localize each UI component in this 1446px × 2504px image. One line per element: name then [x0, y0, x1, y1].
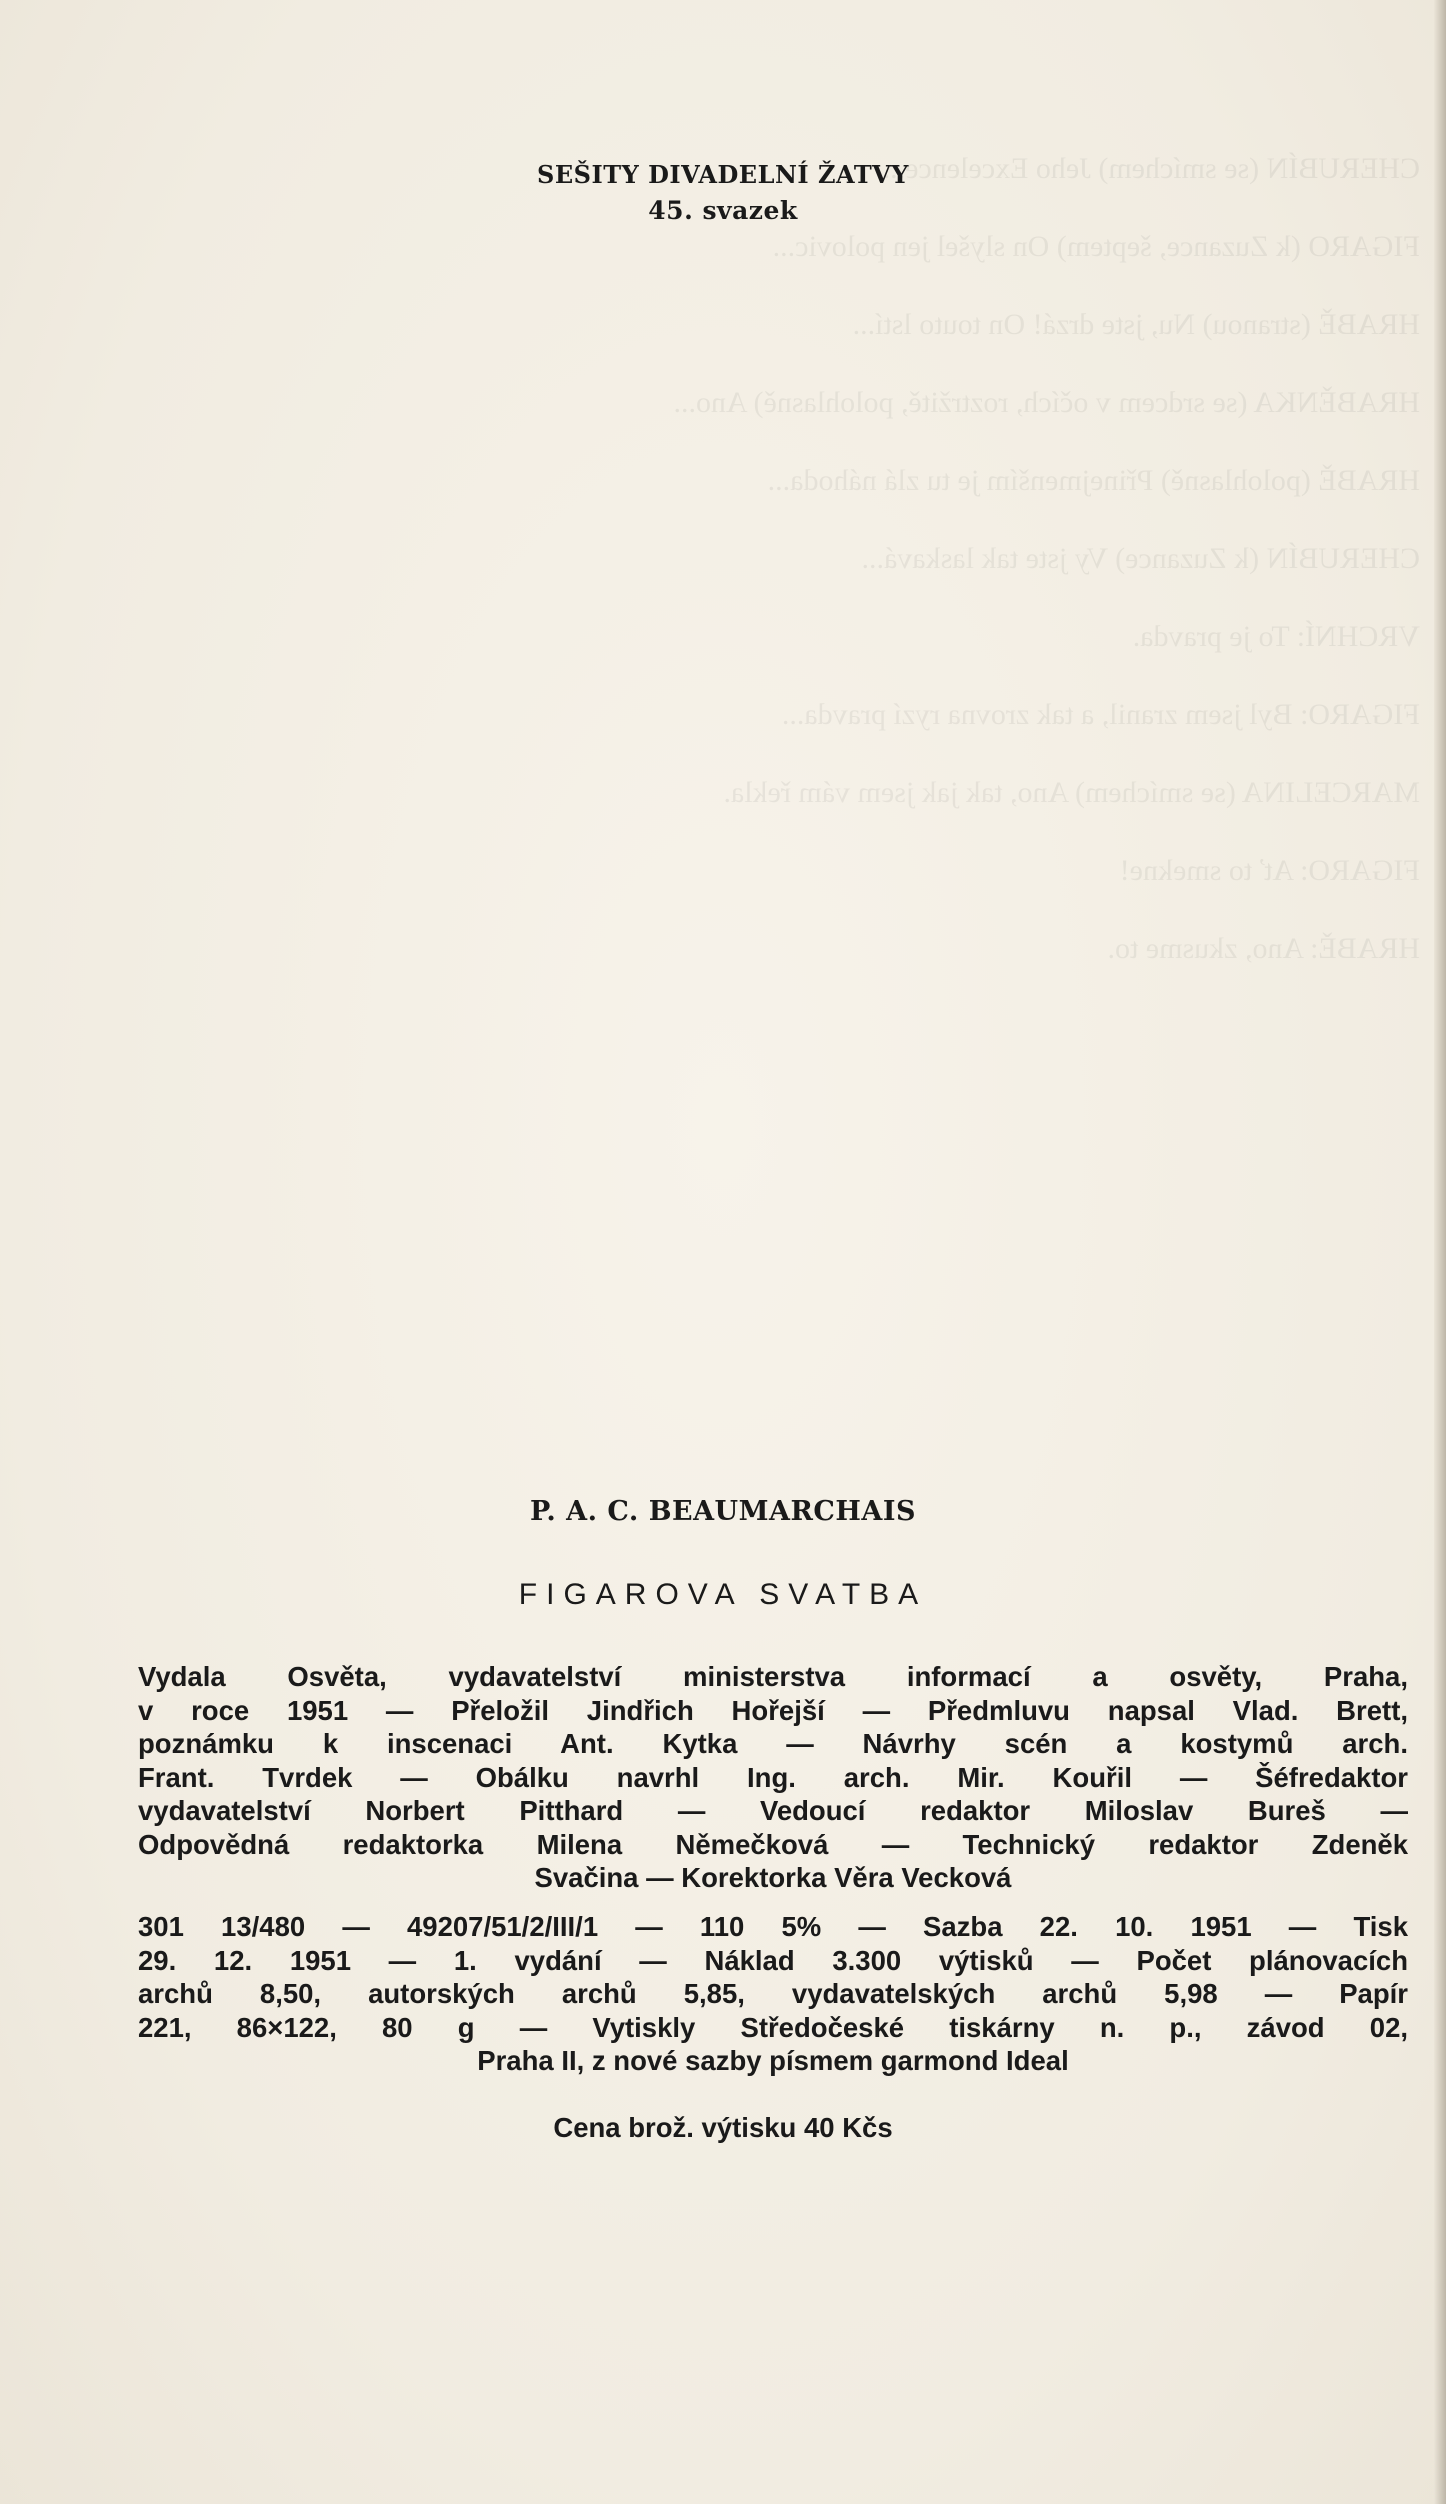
imprint-line: v roce 1951 — Přeložil Jindřich Hořejší — Předmluvu napsal Vlad. Brett,	[138, 1694, 1408, 1726]
series-volume: 45. svazek	[648, 196, 798, 225]
imprint-credits	[138, 1660, 1408, 1895]
imprint-line: 301 13/480 — 49207/51/2/III/1 — 110 5% — Sazba 22. 10. 1951 — Tisk	[138, 1911, 1408, 1942]
price-line: Cena brož. výtisku 40 Kčs	[553, 2112, 893, 2143]
imprint-line: Vydala Osvěta, vydavatelství ministerstva informací a osvěty, Praha,	[138, 1661, 1408, 1692]
imprint-line: archů 8,50, autorských archů 5,85, vydavatelských archů 5,98 — Papír	[138, 1978, 1408, 2009]
imprint-line: Odpovědná redaktorka Milena Němečková — Technický redaktor Zdeněk	[138, 1828, 1408, 1860]
imprint-line: 29. 12. 1951 — 1. vydání — Náklad 3.300 výtisků — Počet plánovacích	[138, 1944, 1408, 1976]
imprint-line: poznámku k inscenaci Ant. Kytka — Návrhy scén a kostymů arch.	[138, 1728, 1408, 1759]
show-through-text: CHERUBÍN (se smíchem) Jeho Excelence... FIGARO (k Zuzance, šeptem) On slyšel jen polovic... HRABĚ (stranou) Nu, jste drzá! On touto lstí... HRABĚNKA (se srdcem v očích, roztržitě, polohlasně) Ano... HRABĚ (polohlasně) Přinejmenším je tu zlá náhoda... CHERUBÍN (k Zuzance) Vy jste tak laskavá... VRCHNÍ: To je pravda. FIGARO: Byl jsem zranil, a tak zrovna ryzí pravda... MARCELINA (se smíchem) Ano, tak jak jsem vám řekla. FIGARO: Ať to smekne! HRABĚ: Ano, zkusme to.	[673, 152, 1420, 965]
imprint-line: 221, 86×122, 80 g — Vytiskly Středočeské tiskárny n. p., závod 02,	[138, 2011, 1408, 2043]
imprint-line: Frant. Tvrdek — Obálku navrhl Ing. arch. Mir. Kouřil — Šéfredaktor	[138, 1761, 1408, 1793]
imprint-line: Svačina — Korektorka Věra Vecková	[534, 1862, 1012, 1893]
author-name: P. A. C. BEAUMARCHAIS	[530, 1496, 916, 1527]
series-name: SEŠITY DIVADELNÍ ŽATVY	[537, 160, 909, 189]
imprint-line: Praha II, z nové sazby písmem garmond Ideal	[477, 2045, 1069, 2076]
imprint-line: vydavatelství Norbert Pitthard — Vedoucí redaktor Miloslav Bureš —	[138, 1795, 1408, 1826]
book-title: FIGAROVA SVATBA	[518, 1578, 928, 1611]
imprint-printing-details	[138, 1910, 1408, 2078]
